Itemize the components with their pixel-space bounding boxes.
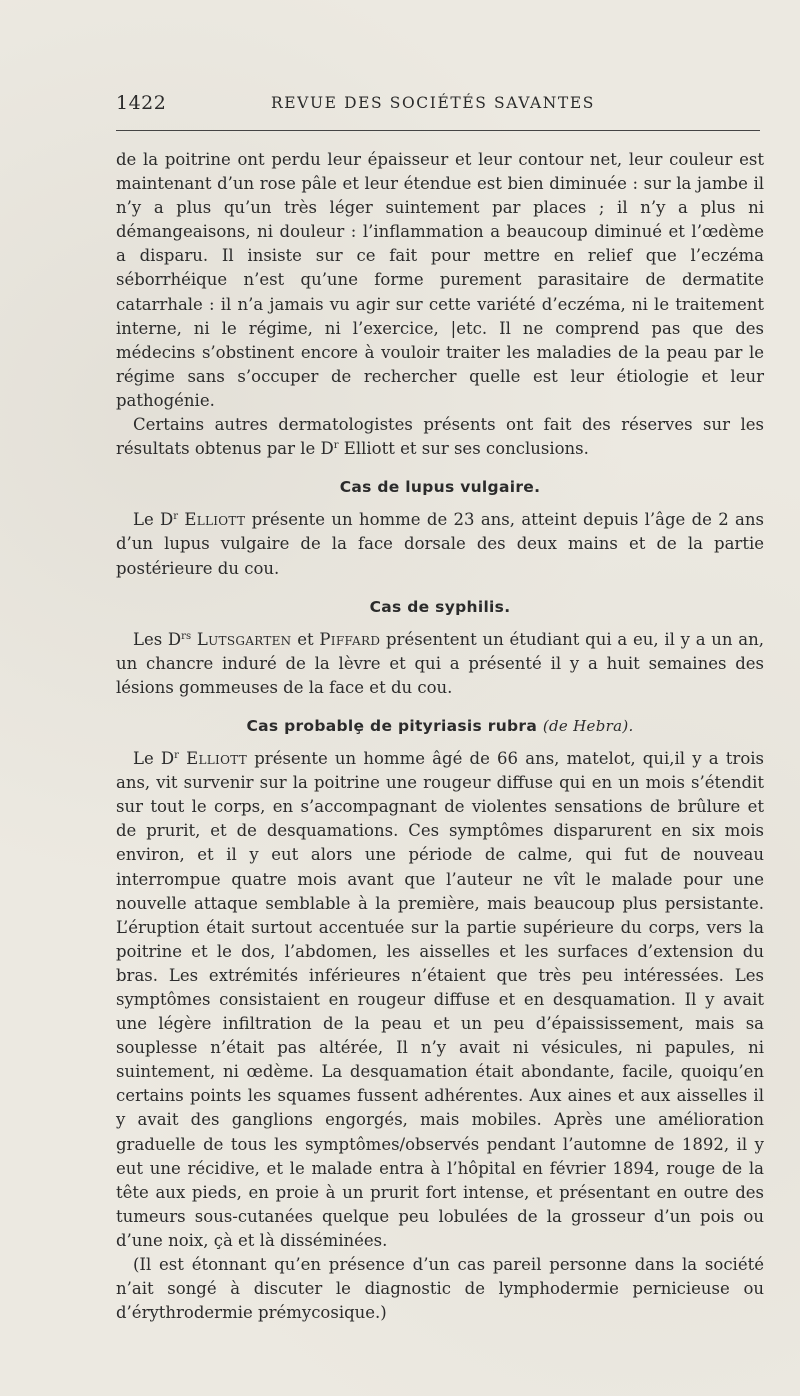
page-header: [116, 92, 760, 118]
author-name: Elliott: [184, 510, 246, 530]
heading-note: (de Hebra).: [542, 716, 634, 735]
paragraph-lupus: Le $D^r$ Elliott présente un homme de 23 ans, atteint depuis l’âge de 2 ans d’un lupus vulgaire de la face dorsale des deux mains et de la partie postérieure du cou.: [116, 510, 764, 578]
section-heading-pityriasis: Cas probablȩ de pityriasis rubra (de Hebra).: [246, 716, 634, 735]
running-head: REVUE DES SOCIÉTÉS SAVANTES: [271, 94, 596, 112]
section-heading-lupus: Cas de lupus vulgaire.: [339, 478, 541, 497]
section-heading-syphilis: Cas de syphilis.: [369, 597, 511, 616]
paragraph-continuation: de la poitrine ont perdu leur épaisseur et leur contour net, leur couleur est maintenant d’un rose pâle et leur étendue est bien diminuée : sur la jambe il n’y a plus qu’un très léger suintement par places ; il n’y a plus ni démangeaisons, ni douleur : l’inflammation a beaucoup diminué et l’œdème a disparu. Il insiste sur ce fait pour mettre en relief que l’eczéma séborrhéique n’est qu’une forme purement parasitaire de dermatite catarrhale : il n’a jamais vu agir sur cette variété d’eczéma, ni le traitement interne, ni le régime, ni l’exercice, |etc. Il ne comprend pas que des médecins s’obstinent encore à vouloir traiter les maladies de la peau par le régime sans s’occuper de rechercher quelle est leur étiologie et leur pathogénie.: [116, 150, 764, 410]
paragraph-remark: (Il est étonnant qu’en présence d’un cas pareil personne dans la société n’ait songé à discuter le diagnostic de lymphodermie pernicieuse ou d’érythrodermie prémycosique.): [116, 1255, 764, 1323]
page-number: 1422: [116, 92, 167, 114]
author-name: Elliott: [186, 749, 248, 769]
author-name: Lutsgarten: [196, 629, 292, 649]
paragraph-reserves: Certains autres dermatologistes présents ont fait des réserves sur les résultats obtenus par le $D^r$ Elliott et sur ses conclusions.: [116, 415, 764, 459]
author-name: Piffard: [319, 629, 381, 649]
header-rule: [116, 130, 760, 131]
paragraph-syphilis: Les $D^{rs}$ Lutsgarten et Piffard présentent un étudiant qui a eu, il y a un an, un chancre induré de la lèvre et qui a présenté il y a huit semaines des lésions gommeuses de la face et du cou.: [116, 629, 764, 697]
paragraph-pityriasis: Le $D^r$ Elliott présente un homme âgé de 66 ans, matelot, qui,il y a trois ans, vit survenir sur la poitrine une rougeur diffuse qui en un mois s’étendit sur tout le corps, en s’accompagnant de violentes sensations de brûlure et de prurit, et de desquamations. Ces symptômes disparurent en six mois environ, et il y eut alors une période de calme, qui fut de nouveau interrompue quatre mois avant que l’auteur ne vît le malade pour une nouvelle attaque semblable à la première, mais beaucoup plus persistante. L’éruption était surtout accentuée sur la partie supérieure du corps, vers la poitrine et le dos, l’abdomen, les aisselles et les surfaces d’extension du bras. Les extrémités inférieures n’étaient que très peu intéressées. Les symptômes consistaient en rougeur diffuse et en desquamation. Il y avait une légère infiltration de la peau et un peu d’épaississement, mais sa souplesse n’était pas altérée, Il n’y avait ni vésicules, ni papules, ni suintement, ni œdème. La desquamation était abondante, facile, quoiqu’en certains points les squames fussent adhérentes. Aux aines et aux aisselles il y avait des ganglions engorgés, mais mobiles. Après une amélioration graduelle de tous les symptômes/observés pendant l’automne de 1892, il y eut une récidive, et le malade entra à l’hôpital en février 1894, rouge de la tête aux pieds, en proie à un prurit fort intense, et présentant en outre des tumeurs sous-cutanées quelque peu lobulées de la grosseur d’un pois ou d’une noix, çà et là disséminées.: [116, 749, 764, 1250]
article-body: [116, 148, 764, 1325]
